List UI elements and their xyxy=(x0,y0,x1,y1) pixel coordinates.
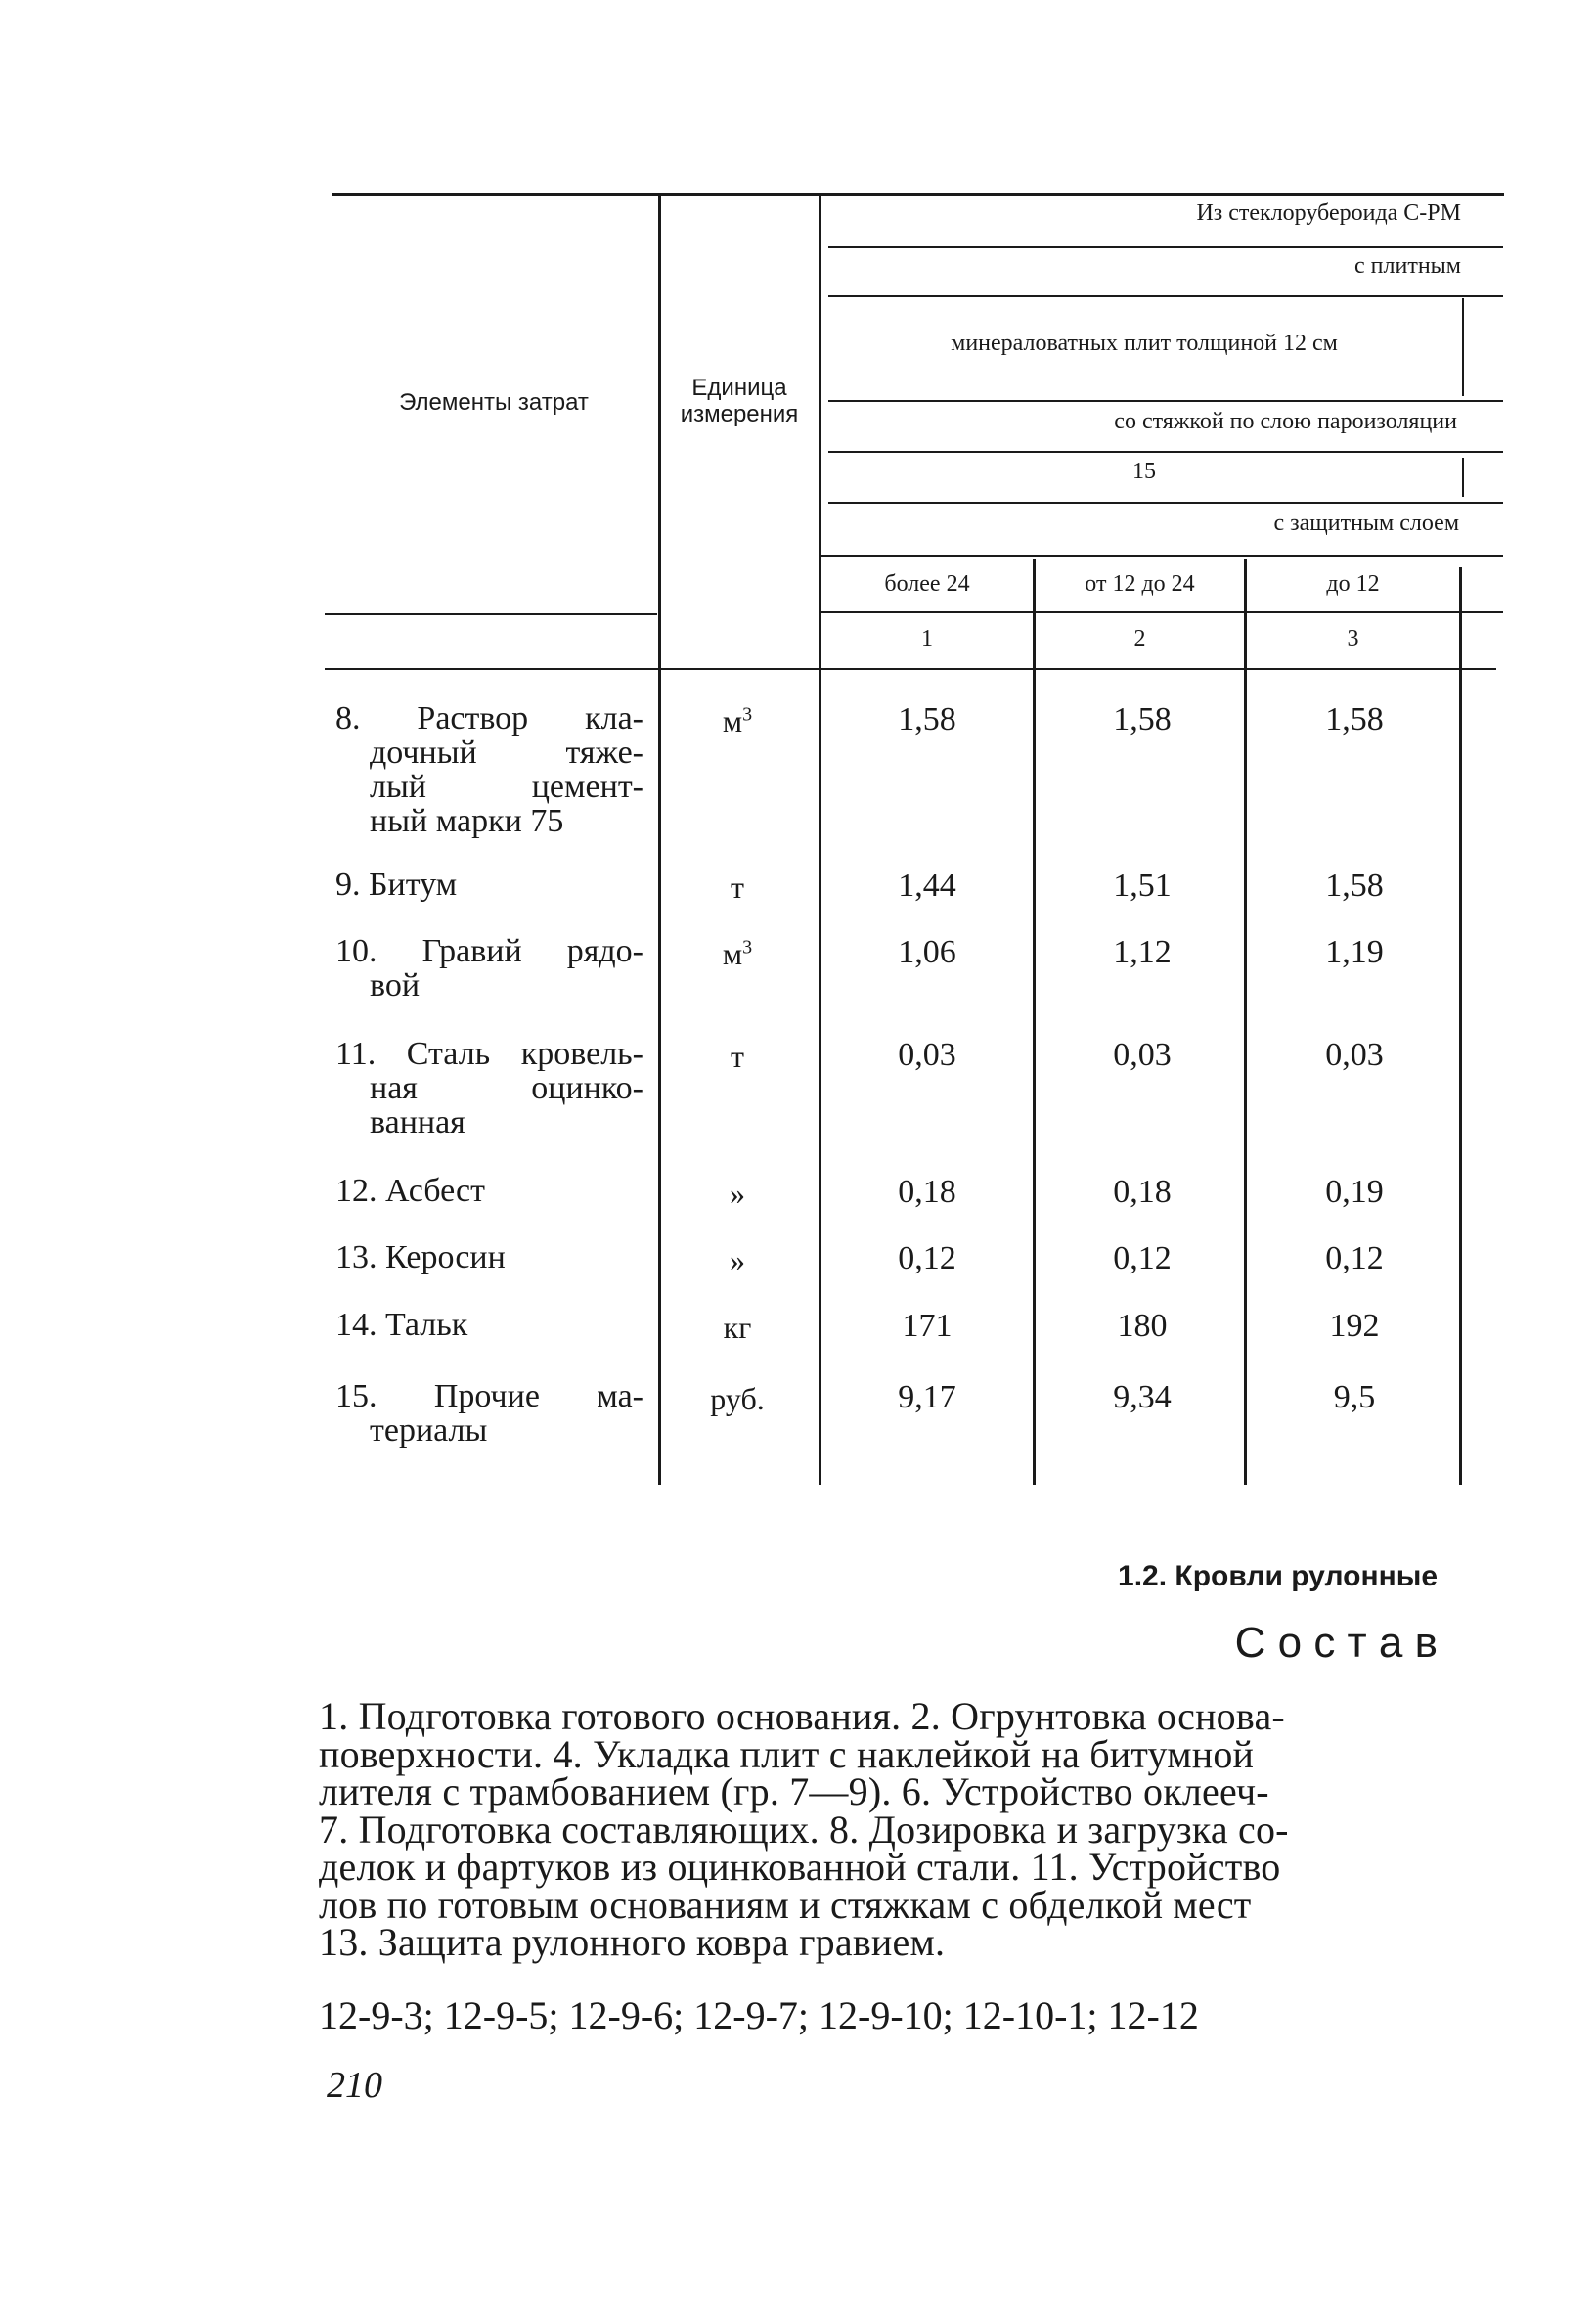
header-thickness: 15 xyxy=(1132,459,1156,484)
unit-superscript: 3 xyxy=(742,703,753,726)
column-number-1: 1 xyxy=(921,626,933,651)
value-cell-col2: 0,03 xyxy=(1113,1037,1172,1073)
cost-element-line: ванная xyxy=(370,1104,466,1140)
value-cell-col2: 0,18 xyxy=(1113,1174,1172,1210)
column-divider xyxy=(1033,559,1036,1485)
header-rule xyxy=(821,611,1503,613)
header-rule xyxy=(828,451,1503,453)
unit-text: т xyxy=(731,870,744,905)
cost-element-line: лый цемент- xyxy=(370,769,643,805)
cost-element-line: териалы xyxy=(370,1412,488,1449)
cost-element-name xyxy=(335,934,658,1003)
cost-element-name xyxy=(335,1308,658,1342)
value-cell-col3: 192 xyxy=(1329,1308,1380,1344)
cost-element-line: вой xyxy=(370,967,421,1004)
header-rule xyxy=(828,246,1503,248)
unit-cell xyxy=(679,870,796,906)
value-cell-col2: 1,58 xyxy=(1113,701,1172,737)
unit-cell xyxy=(679,1039,796,1075)
header-protective-layer: с защитным слоем xyxy=(1273,511,1459,536)
value-cell-col3: 1,58 xyxy=(1325,701,1384,737)
body-line: лов по готовым основаниям и стяжкам с обделкой мест xyxy=(319,1882,1252,1927)
unit-cell xyxy=(679,936,796,972)
unit-text: м xyxy=(722,703,743,738)
value-cell-col3: 1,19 xyxy=(1325,934,1384,970)
value-cell-col1: 0,03 xyxy=(898,1037,956,1073)
header-bracket xyxy=(1462,458,1464,497)
cost-element-name xyxy=(335,868,658,902)
value-cell-col3: 1,58 xyxy=(1325,868,1384,904)
unit-text: » xyxy=(730,1242,745,1277)
cost-element-line: 9. Битум xyxy=(335,867,458,903)
cost-element-name xyxy=(335,1379,658,1448)
value-cell-col2: 1,51 xyxy=(1113,868,1172,904)
value-cell-col1: 0,12 xyxy=(898,1240,956,1276)
column-divider xyxy=(819,196,821,1485)
header-rule xyxy=(821,555,1503,557)
header-rule xyxy=(828,400,1503,402)
column-number-2: 2 xyxy=(1133,626,1146,651)
cost-element-line: 10. Гравий рядо- xyxy=(335,933,643,969)
column-header-elements: Элементы затрат xyxy=(399,389,589,416)
value-cell-col1: 9,17 xyxy=(898,1379,956,1415)
subheader-to-12: до 12 xyxy=(1326,571,1380,597)
body-line: 1. Подготовка готового основания. 2. Огрунтовка основа- xyxy=(319,1694,1285,1738)
value-cell-col2: 0,12 xyxy=(1113,1240,1172,1276)
value-cell-col3: 0,19 xyxy=(1325,1174,1384,1210)
unit-cell xyxy=(679,1242,796,1278)
unit-cell xyxy=(679,1176,796,1212)
value-cell-col2: 9,34 xyxy=(1113,1379,1172,1415)
header-plates: минераловатных плит толщиной 12 см xyxy=(951,331,1338,356)
cost-element-line: дочный тяже- xyxy=(370,735,643,771)
header-bottom-rule xyxy=(325,613,657,615)
cost-element-line: 13. Керосин xyxy=(335,1239,506,1275)
cost-element-line: ная оцинко- xyxy=(370,1070,643,1106)
unit-text: м xyxy=(722,936,743,971)
value-cell-col1: 1,58 xyxy=(898,701,956,737)
unit-text: руб. xyxy=(710,1381,765,1416)
unit-superscript: 3 xyxy=(742,936,753,959)
section-title: 1.2. Кровли рулонные xyxy=(1118,1560,1438,1592)
value-cell-col2: 1,12 xyxy=(1113,934,1172,970)
body-line: 13. Защита рулонного ковра гравием. xyxy=(319,1920,946,1964)
cost-element-line: 8. Раствор кла- xyxy=(335,700,643,737)
cost-element-line: 14. Тальк xyxy=(335,1307,468,1343)
header-material: Из стеклорубероида С-РМ xyxy=(1196,201,1461,226)
column-header-unit-1: Единица xyxy=(691,375,787,401)
column-number-3: 3 xyxy=(1347,626,1359,651)
header-screed: со стяжкой по слою пароизоляции xyxy=(1114,409,1457,434)
body-line: 7. Подготовка составляющих. 8. Дозировка и загрузка со- xyxy=(319,1807,1289,1852)
unit-text: кг xyxy=(723,1310,752,1345)
header-dense: с плитным xyxy=(1354,253,1461,279)
numbers-rule xyxy=(325,668,1496,670)
value-cell-col3: 9,5 xyxy=(1333,1379,1376,1415)
subheader-more-24: более 24 xyxy=(884,571,970,597)
value-cell-col1: 171 xyxy=(902,1308,953,1344)
page-number: 210 xyxy=(327,2065,382,2106)
column-divider xyxy=(1459,567,1462,1485)
value-cell-col1: 0,18 xyxy=(898,1174,956,1210)
column-divider xyxy=(1244,559,1247,1485)
unit-cell xyxy=(679,703,796,739)
value-cell-col1: 1,44 xyxy=(898,868,956,904)
unit-cell xyxy=(679,1381,796,1417)
subheader-12-24: от 12 до 24 xyxy=(1085,571,1195,597)
header-rule xyxy=(828,295,1503,297)
cost-element-line: 15. Прочие ма- xyxy=(335,1378,643,1414)
cost-element-line: 11. Сталь кровель- xyxy=(335,1036,643,1072)
unit-cell xyxy=(679,1310,796,1346)
table-top-rule xyxy=(332,193,1504,196)
cost-element-line: ный марки 75 xyxy=(370,803,564,839)
header-bracket xyxy=(1462,298,1464,396)
unit-text: » xyxy=(730,1176,745,1211)
value-cell-col3: 0,12 xyxy=(1325,1240,1384,1276)
body-line: лителя с трамбованием (гр. 7—9). 6. Устройство оклееч- xyxy=(319,1769,1269,1813)
column-header-unit-2: измерения xyxy=(680,401,799,427)
cost-element-name xyxy=(335,701,658,838)
value-cell-col1: 1,06 xyxy=(898,934,956,970)
cost-element-name xyxy=(335,1037,658,1139)
cost-element-name xyxy=(335,1240,658,1274)
sostav-heading: С о с т а в xyxy=(1234,1619,1438,1667)
body-line: поверхности. 4. Укладка плит с наклейкой на битумной xyxy=(319,1731,1255,1776)
header-rule xyxy=(828,502,1503,504)
codes-line: 12-9-3; 12-9-5; 12-9-6; 12-9-7; 12-9-10; 12-10-1; 12-12 xyxy=(319,1993,1199,2037)
value-cell-col2: 180 xyxy=(1117,1308,1168,1344)
cost-element-line: 12. Асбест xyxy=(335,1173,485,1209)
body-line: делок и фартуков из оцинкованной стали. 11. Устройство xyxy=(319,1845,1281,1889)
cost-element-name xyxy=(335,1174,658,1208)
value-cell-col3: 0,03 xyxy=(1325,1037,1384,1073)
unit-text: т xyxy=(731,1039,744,1074)
